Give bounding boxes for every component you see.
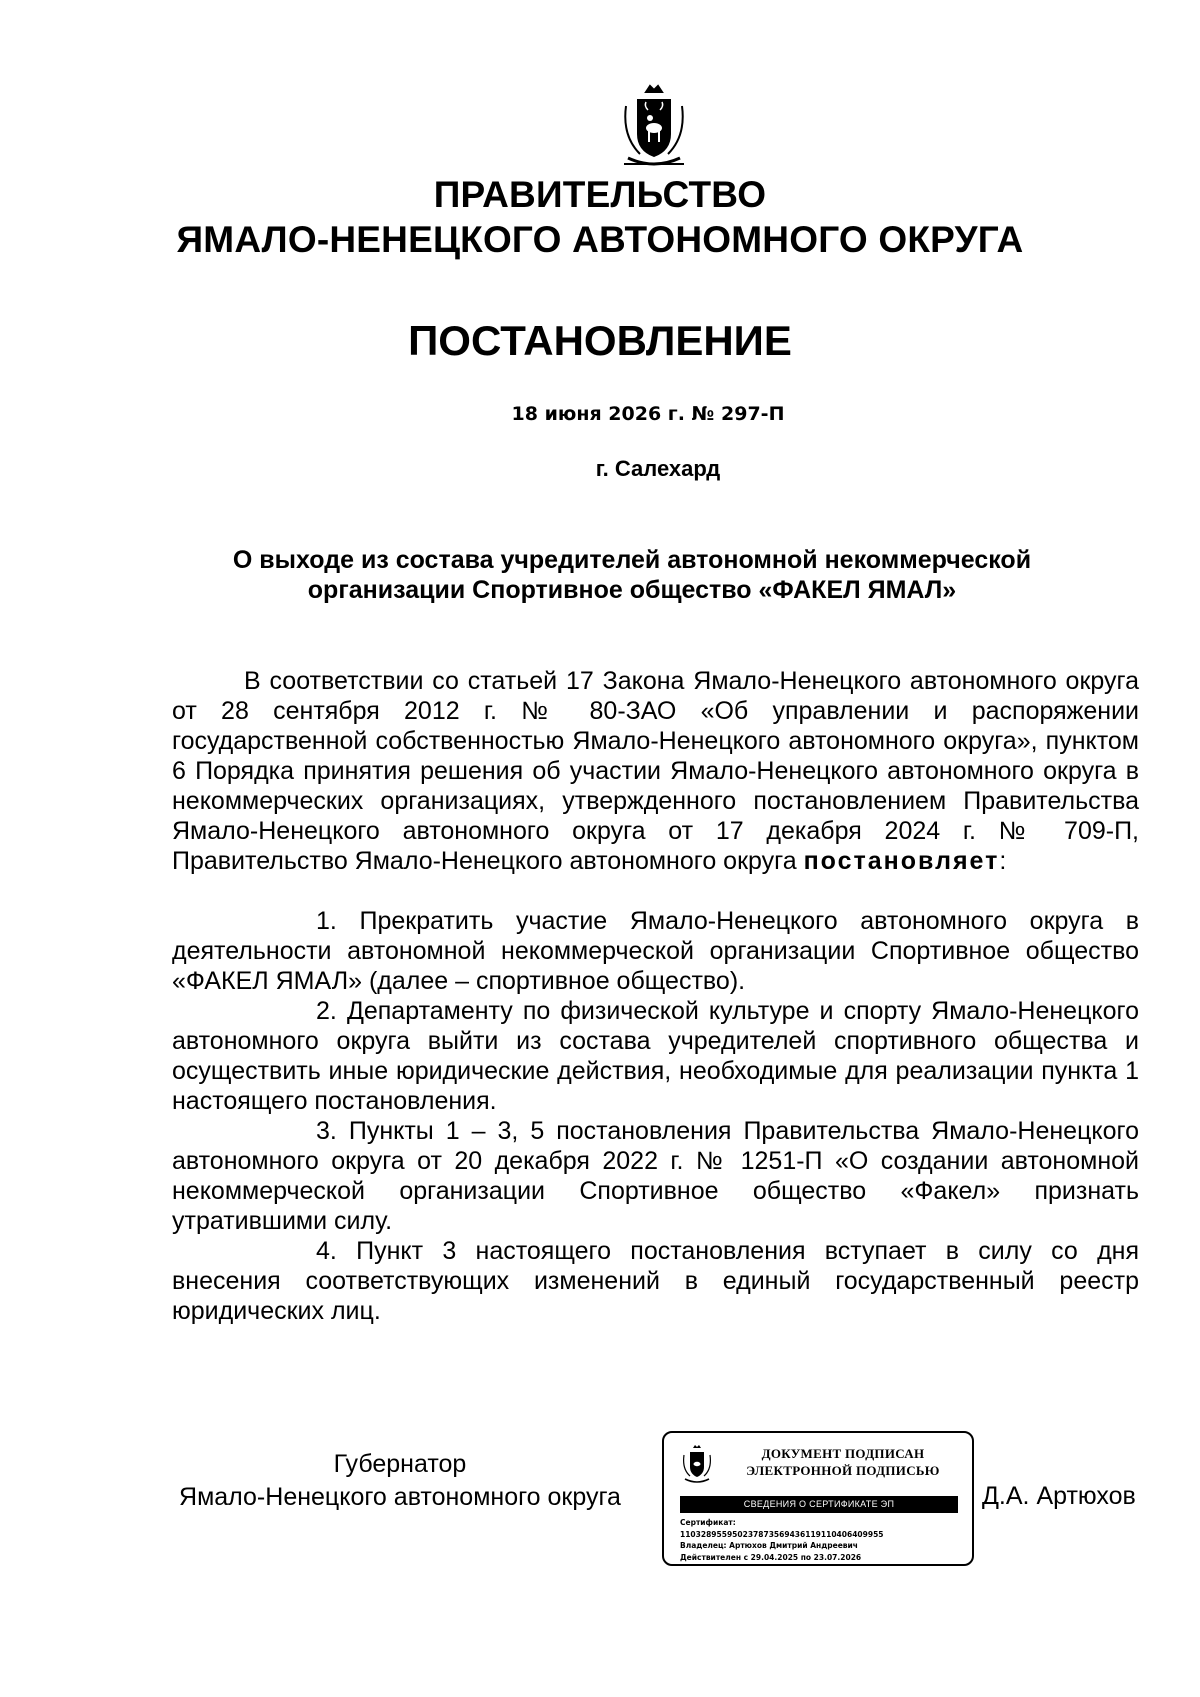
- electronic-signature-stamp: [662, 1431, 974, 1566]
- signer-position-line-2: Ямало-Ненецкого автономного округа: [179, 1483, 621, 1511]
- item-text: Пункт 3 настоящего постановления вступает в силу со дня внесения соответствующих изменений в единый государственный реестр юридических лиц.: [172, 1237, 1140, 1325]
- document-body: [172, 666, 1139, 1326]
- item-number: 3.: [316, 1117, 337, 1145]
- coat-of-arms-icon: [620, 84, 688, 174]
- preamble-paragraph: [172, 666, 1139, 876]
- government-title-line-2: ЯМАЛО-НЕНЕЦКОГО АВТОНОМНОГО ОКРУГА: [176, 219, 1024, 260]
- government-title-line-1: ПРАВИТЕЛЬСТВО: [433, 174, 767, 215]
- document-type: ПОСТАНОВЛЕНИЕ: [408, 317, 792, 364]
- stamp-title-line-2: ЭЛЕКТРОННОЙ ПОДПИСЬЮ: [746, 1463, 940, 1478]
- stamp-title: [724, 1445, 962, 1479]
- item-text: Прекратить участие Ямало-Ненецкого автономного округа в деятельности автономной некоммерческой организации Спортивное общество «ФАКЕЛ ЯМАЛ» (далее – спортивное общество).: [172, 907, 1140, 995]
- government-title: [0, 172, 1200, 262]
- stamp-coat-of-arms-icon: [682, 1445, 712, 1485]
- list-item: [172, 906, 1139, 996]
- list-item: [172, 1236, 1139, 1326]
- stamp-cert-number: 110328955950237873569436119110406409955: [680, 1529, 884, 1539]
- stamp-owner: Владелец: Артюхов Дмитрий Андреевич: [680, 1541, 858, 1550]
- subject-line-1: О выходе из состава учредителей автономной некоммерческой: [232, 546, 1032, 574]
- item-text: Департаменту по физической культуре и спорту Ямало-Ненецкого автономного округа выйти из состава учредителей спортивного общества и осуществить иные юридические действия, необходимые для реализации пункта 1 настоящего постановления.: [172, 997, 1140, 1115]
- signer-name: Д.А. Артюхов: [982, 1482, 1136, 1510]
- preamble-text: В соответствии со статьей 17 Закона Ямало-Ненецкого автономного округа от 28 сентября 2012 г. № 80-ЗАО «Об управлении и распоряжении государственной собственностью Ямало-Ненецкого автономного округа», пунктом 6 Порядка принятия решения об участии Ямало-Ненецкого автономного округа в некоммерческих организациях, утвержденного постановлением Правительства Ямало-Ненецкого автономного округа от 17 декабря 2024 г. № 709-П, Правительство Ямало-Ненецкого автономного округа: [172, 667, 1139, 875]
- document-city: г. Салехард: [595, 456, 721, 481]
- list-item: [172, 1116, 1139, 1236]
- preamble-tail: :: [999, 847, 1007, 875]
- signer-position: [150, 1448, 650, 1514]
- stamp-valid: Действителен с 29.04.2025 по 23.07.2026: [680, 1552, 862, 1562]
- stamp-certificate-bar: СВЕДЕНИЯ О СЕРТИФИКАТЕ ЭП: [680, 1496, 958, 1513]
- item-text: Пункты 1 – 3, 5 постановления Правительства Ямало-Ненецкого автономного округа от 20 декабря 2022 г. № 1251-П «О создании автономной некоммерческой организации Спортивное общество «Факел» признать утратившими силу.: [172, 1117, 1139, 1235]
- stamp-cert-label: Сертификат:: [680, 1518, 736, 1527]
- stamp-title-line-1: ДОКУМЕНТ ПОДПИСАН: [761, 1446, 925, 1461]
- preamble-emphasis: постановляет: [803, 847, 1000, 875]
- item-number: 2.: [316, 997, 337, 1025]
- stamp-certificate-info: [680, 1517, 884, 1563]
- signer-position-line-1: Губернатор: [333, 1450, 467, 1478]
- item-number: 4.: [316, 1237, 337, 1265]
- subject-line-2: организации Спортивное общество «ФАКЕЛ ЯМАЛ»: [307, 576, 957, 604]
- list-item: [172, 996, 1139, 1116]
- document-subject: [172, 545, 1092, 605]
- item-number: 1.: [316, 907, 337, 935]
- document-date-number: 18 июня 2026 г. № 297-П: [511, 403, 785, 425]
